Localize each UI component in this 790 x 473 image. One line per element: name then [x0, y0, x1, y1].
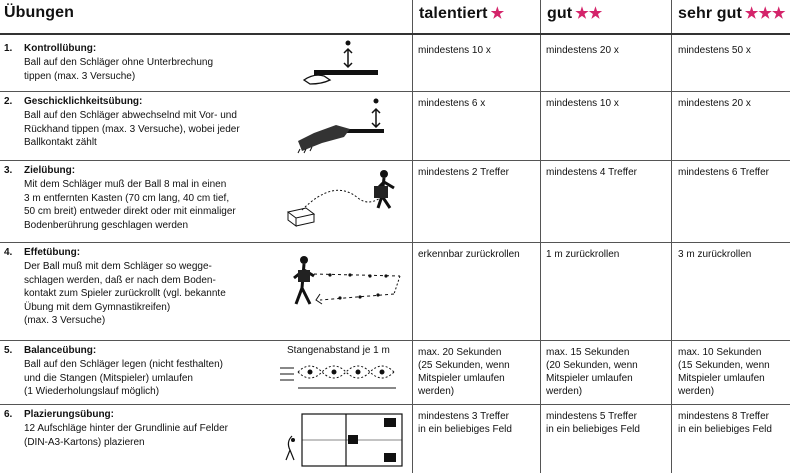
header-sehr-gut: sehr gut ★★★	[678, 5, 786, 22]
table-targets-illustration	[284, 410, 410, 470]
row-number: 2.	[4, 96, 13, 107]
row-divider	[0, 242, 790, 243]
cell-sehr-gut: mindestens 6 Treffer	[678, 167, 769, 178]
table-row	[0, 244, 790, 339]
exercise-description: 12 Aufschläge hinter der Grundlinie auf Felder (DIN-A3-Kartons) plazieren	[24, 423, 229, 448]
exercise-description: Mit dem Schläger muß der Ball 8 mal in einen 3 m entfernten Kasten (70 cm lang, 40 cm tief, 50 cm breit) entweder direkt oder mit einmaliger Bodenberührung geschlagen werden	[24, 179, 236, 231]
exercise-title: Geschicklichkeitsübung:	[24, 96, 143, 107]
row-divider	[0, 340, 790, 341]
row-number: 3.	[4, 165, 13, 176]
exercise-title: Zielübung:	[24, 165, 76, 176]
ball-bounce-illustration	[300, 40, 380, 90]
exercise-title: Plazierungsübung:	[24, 409, 114, 420]
star-icon: ★★★	[744, 5, 786, 22]
cell-talentiert: mindestens 3 Treffer in ein beliebiges Feld	[418, 411, 512, 435]
target-box-illustration	[284, 168, 410, 230]
table-row	[0, 40, 790, 90]
exercise-description: Ball auf den Schläger legen (nicht festhalten) und die Stangen (Mitspieler) umlaufen (1 Wiederholungslauf möglich)	[24, 359, 224, 397]
table-row	[0, 406, 790, 473]
star-icon: ★★	[575, 5, 603, 22]
exercise-description: Ball auf den Schläger abwechselnd mit Vor- und Rückhand tippen (max. 3 Versuche), wobei jeder Ballkontakt zählt	[24, 110, 240, 148]
exercise-description: Ball auf den Schläger ohne Unterbrechung tippen (max. 3 Versuche)	[24, 57, 214, 82]
header-divider	[0, 33, 790, 35]
header-uebungen: Übungen	[4, 4, 75, 21]
cell-talentiert: erkennbar zurückrollen	[418, 249, 520, 260]
cell-sehr-gut: 3 m zurückrollen	[678, 249, 752, 260]
row-number: 6.	[4, 409, 13, 420]
cell-sehr-gut: mindestens 20 x	[678, 98, 751, 109]
cell-sehr-gut: max. 10 Sekunden (15 Sekunden, wenn Mitspieler umlaufen werden)	[678, 347, 770, 397]
cell-gut: max. 15 Sekunden (20 Sekunden, wenn Mitspieler umlaufen werden)	[546, 347, 638, 397]
cell-gut: mindestens 4 Treffer	[546, 167, 637, 178]
cell-gut: mindestens 5 Treffer in ein beliebiges Feld	[546, 411, 640, 435]
slalom-poles-illustration	[278, 360, 408, 400]
header-gut: gut ★★	[547, 5, 603, 22]
header-talentiert: talentiert ★	[419, 5, 505, 22]
exercise-description: Der Ball muß mit dem Schläger so wegge- schlagen werden, daß er nach dem Boden- kontakt zum Spieler zurückrollt (vgl. bekannte Übung mit dem Gymnastikreifen) (max. 3 Versuche)	[24, 261, 226, 326]
cell-talentiert: mindestens 6 x	[418, 98, 486, 109]
cell-gut: 1 m zurückrollen	[546, 249, 620, 260]
row-number: 1.	[4, 43, 13, 54]
cell-talentiert: mindestens 2 Treffer	[418, 167, 509, 178]
table-row	[0, 93, 790, 159]
exercise-title: Effetübung:	[24, 247, 81, 258]
table-row	[0, 342, 790, 403]
row-number: 4.	[4, 247, 13, 258]
row-divider	[0, 404, 790, 405]
backspin-illustration	[290, 254, 410, 326]
exercise-title: Balanceübung:	[24, 345, 97, 356]
row-number: 5.	[4, 345, 13, 356]
forehand-backhand-illustration	[296, 95, 386, 155]
cell-talentiert: mindestens 10 x	[418, 45, 491, 56]
cell-gut: mindestens 20 x	[546, 45, 619, 56]
pole-distance-caption: Stangenabstand je 1 m	[287, 345, 390, 356]
row-divider	[0, 160, 790, 161]
table-row	[0, 162, 790, 240]
cell-talentiert: max. 20 Sekunden (25 Sekunden, wenn Mitspieler umlaufen werden)	[418, 347, 510, 397]
star-icon: ★	[490, 5, 505, 22]
exercise-title: Kontrollübung:	[24, 43, 97, 54]
cell-gut: mindestens 10 x	[546, 98, 619, 109]
cell-sehr-gut: mindestens 8 Treffer in ein beliebiges Feld	[678, 411, 772, 435]
row-divider	[0, 91, 790, 92]
cell-sehr-gut: mindestens 50 x	[678, 45, 751, 56]
